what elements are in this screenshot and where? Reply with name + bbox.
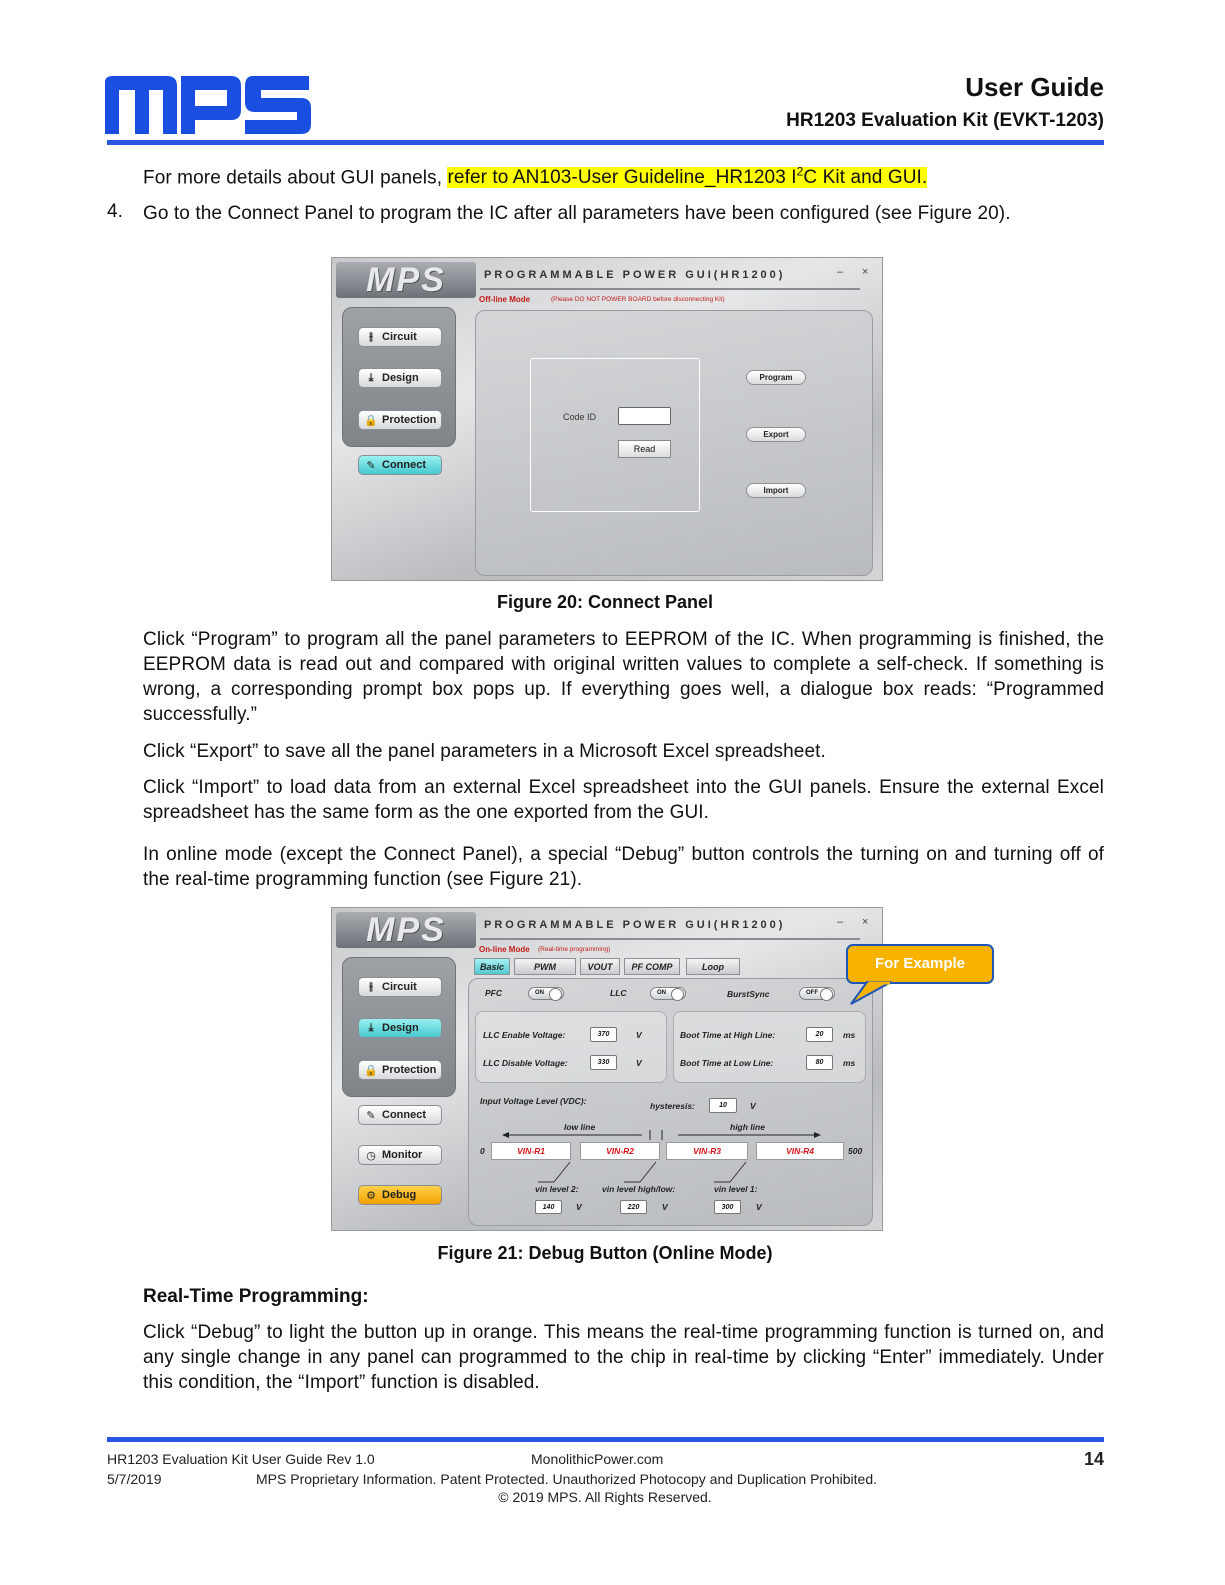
gui-title: PROGRAMMABLE POWER GUI(HR1200) [484, 269, 786, 281]
llc-toggle[interactable]: ON [650, 987, 686, 1000]
title-underline [480, 938, 860, 940]
code-id-label: Code ID [563, 412, 597, 422]
line-range-arrows [502, 1130, 822, 1140]
gui-title: PROGRAMMABLE POWER GUI(HR1200) [484, 919, 786, 931]
nav-design-button[interactable] [358, 1018, 442, 1038]
vin-r2-region: VIN-R2 [580, 1142, 660, 1160]
reference-link-sup: 2 [796, 165, 804, 179]
tab-loop[interactable]: Loop [686, 958, 740, 975]
mode-label: Off-line Mode [479, 295, 531, 304]
vin-highlow-unit: V [662, 1202, 668, 1212]
vin-level1-label: vin level 1: [714, 1184, 758, 1194]
intro-text: For more details about GUI panels, [143, 167, 448, 189]
program-paragraph: Click “Program” to program all the panel parameters to EEPROM of the IC. When programming is finished, the EEPROM data is read out and compared with original written values to complete a self-check. If something is wrong, a corresponding prompt box pops up. If everything goes well, a dialogue box reads: “Programmed successfully.” [143, 629, 1104, 725]
for-example-callout: For Example [846, 944, 994, 984]
vin-level2-input[interactable]: 140 [535, 1200, 562, 1214]
vin-r3-region: VIN-R3 [666, 1142, 748, 1160]
nav-design-label: Design [382, 372, 419, 384]
tab-pf-comp[interactable]: PF COMP [624, 958, 680, 975]
gui-logo: MPS [336, 912, 476, 948]
code-id-input[interactable] [618, 407, 671, 425]
figure21-caption: Figure 21: Debug Button (Online Mode) [437, 1243, 773, 1263]
vin-highlow-input[interactable]: 220 [620, 1200, 647, 1214]
boot-high-input[interactable]: 20 [806, 1027, 833, 1042]
import-paragraph: Click “Import” to load data from an external Excel spreadsheet into the GUI panels. Ensure the external Excel spreadsheet has the same form as the one exported from the GUI. [143, 777, 1104, 823]
clock-icon: ◷ [366, 1149, 376, 1162]
nav-connect-label: Connect [382, 1109, 426, 1121]
figure20-caption: Figure 20: Connect Panel [496, 592, 714, 612]
close-button[interactable]: × [862, 266, 869, 278]
program-button[interactable]: Program [746, 370, 806, 385]
hysteresis-input[interactable]: 10 [709, 1098, 737, 1113]
nav-monitor-button[interactable] [358, 1145, 442, 1165]
nav-debug-label: Debug [382, 1189, 417, 1201]
title-underline [480, 288, 860, 290]
high-line-label: high line [730, 1122, 765, 1132]
nav-connect-button[interactable] [358, 1105, 442, 1125]
vin-r4-region: VIN-R4 [756, 1142, 844, 1160]
read-button[interactable]: Read [618, 440, 671, 458]
nav-protection-label: Protection [382, 1064, 437, 1076]
step-number: 4. [107, 201, 123, 222]
nav-connect-label: Connect [382, 459, 426, 471]
circuit-icon: ⫲ [369, 980, 373, 993]
vin-r1-region: VIN-R1 [491, 1142, 571, 1160]
footer-notice: MPS Proprietary Information. Patent Protected. Unauthorized Photocopy and Duplication Prohibited. [256, 1471, 878, 1487]
page-number: 14 [1083, 1449, 1104, 1469]
llc-disable-unit: V [636, 1058, 642, 1068]
nav-monitor-label: Monitor [382, 1149, 423, 1161]
gui-logo: MPS [336, 262, 476, 298]
figure20-screenshot [331, 257, 883, 581]
guide-subtitle: HR1203 Evaluation Kit (EVKT-1203) [786, 110, 1104, 131]
llc-disable-label: LLC Disable Voltage: [483, 1058, 568, 1068]
llc-enable-unit: V [636, 1030, 642, 1040]
step4-paragraph: Go to the Connect Panel to program the IC after all parameters have been configured (see Figure 20). [143, 203, 1011, 224]
pencil-icon: ✎ [366, 1109, 376, 1122]
nav-design-button[interactable] [358, 368, 442, 388]
mode-note: (Please DO NOT POWER BOARD before disconnecting Kit) [551, 296, 725, 303]
nav-circuit-button[interactable] [358, 327, 442, 347]
llc-disable-input[interactable]: 330 [590, 1055, 617, 1070]
tab-pwm[interactable]: PWM [514, 958, 576, 975]
nav-circuit-label: Circuit [382, 981, 417, 993]
realtime-paragraph: Click “Debug” to light the button up in orange. This means the real-time programming function is turned on, and any single change in any panel can programmed to the chip in real-time by clicking “Enter” immediately. Under this condition, the “Import” function is disabled. [143, 1322, 1104, 1393]
pfc-label: PFC [485, 988, 502, 998]
llc-label: LLC [610, 988, 627, 998]
footer-doc-title: HR1203 Evaluation Kit User Guide Rev 1.0 [107, 1451, 375, 1467]
burstsync-label: BurstSync [727, 989, 770, 999]
llc-enable-label: LLC Enable Voltage: [483, 1030, 566, 1040]
nav-design-label: Design [382, 1022, 419, 1034]
minimize-button[interactable]: – [837, 916, 844, 928]
pfc-toggle[interactable]: ON [528, 987, 564, 1000]
circuit-icon: ⫲ [369, 330, 373, 343]
pencil-icon: ✎ [366, 459, 376, 472]
mode-note: (Real-time programming) [538, 946, 611, 953]
nav-debug-button[interactable] [358, 1185, 442, 1205]
mode-label: On-line Mode [479, 945, 530, 954]
minimize-button[interactable]: – [837, 266, 844, 278]
callout-pointer [847, 982, 897, 1006]
download-icon: ⤓ [368, 371, 374, 384]
llc-voltage-group [475, 1011, 667, 1083]
nav-protection-button[interactable] [358, 1060, 442, 1080]
export-paragraph: Click “Export” to save all the panel parameters in a Microsoft Excel spreadsheet. [143, 741, 826, 762]
hysteresis-unit: V [750, 1101, 756, 1111]
download-icon: ⤓ [368, 1021, 374, 1034]
input-voltage-label: Input Voltage Level (VDC): [480, 1096, 587, 1106]
nav-circuit-label: Circuit [382, 331, 417, 343]
intro-paragraph [143, 160, 1104, 190]
guide-title: User Guide [965, 72, 1104, 102]
close-button[interactable]: × [862, 916, 869, 928]
scale-min: 0 [480, 1146, 485, 1156]
level-pointers [532, 1162, 792, 1184]
code-id-group [530, 358, 700, 512]
footer-date: 5/7/2019 [107, 1471, 162, 1487]
header-rule [107, 140, 1104, 145]
boot-high-label: Boot Time at High Line: [680, 1030, 776, 1040]
export-button[interactable]: Export [746, 427, 806, 442]
boot-low-label: Boot Time at Low Line: [680, 1058, 774, 1068]
nav-connect-button[interactable] [358, 455, 442, 475]
footer-site: MonolithicPower.com [531, 1451, 664, 1467]
scale-max: 500 [848, 1146, 863, 1156]
boot-low-input[interactable]: 80 [806, 1055, 833, 1070]
low-line-label: low line [564, 1122, 596, 1132]
vin-level1-input[interactable]: 300 [714, 1200, 741, 1214]
burstsync-toggle[interactable]: OFF [799, 987, 835, 1000]
reference-link[interactable] [447, 167, 927, 188]
realtime-heading: Real-Time Programming: [143, 1286, 369, 1307]
nav-circuit-button[interactable] [358, 977, 442, 997]
footer-copyright: © 2019 MPS. All Rights Reserved. [498, 1489, 712, 1505]
hysteresis-label: hysteresis: [650, 1101, 695, 1111]
online-paragraph: In online mode (except the Connect Panel), a special “Debug” button controls the turning on and turning off of the real-time programming function (see Figure 21). [143, 844, 1104, 890]
reference-link-text: refer to AN103-User Guideline_HR1203 I [447, 167, 797, 189]
lock-icon: 🔒 [364, 1064, 378, 1077]
vin-level2-unit: V [576, 1202, 582, 1212]
boot-time-group [673, 1011, 866, 1083]
tab-vout[interactable]: VOUT [580, 958, 620, 975]
figure21-screenshot [331, 907, 966, 1231]
nav-protection-button[interactable] [358, 410, 442, 430]
mps-logo [105, 76, 311, 134]
vin-level1-unit: V [756, 1202, 762, 1212]
tab-basic[interactable]: Basic [474, 958, 510, 975]
import-button[interactable]: Import [746, 483, 806, 498]
nav-protection-label: Protection [382, 414, 437, 426]
lock-icon: 🔒 [364, 414, 378, 427]
footer-rule [107, 1437, 1104, 1442]
boot-low-unit: ms [843, 1058, 856, 1068]
gear-icon: ⚙ [366, 1189, 376, 1202]
reference-link-end: C Kit and GUI. [803, 167, 928, 189]
vin-level2-label: vin level 2: [535, 1184, 579, 1194]
llc-enable-input[interactable]: 370 [590, 1027, 617, 1042]
boot-high-unit: ms [843, 1030, 856, 1040]
vin-highlow-label: vin level high/low: [602, 1184, 676, 1194]
